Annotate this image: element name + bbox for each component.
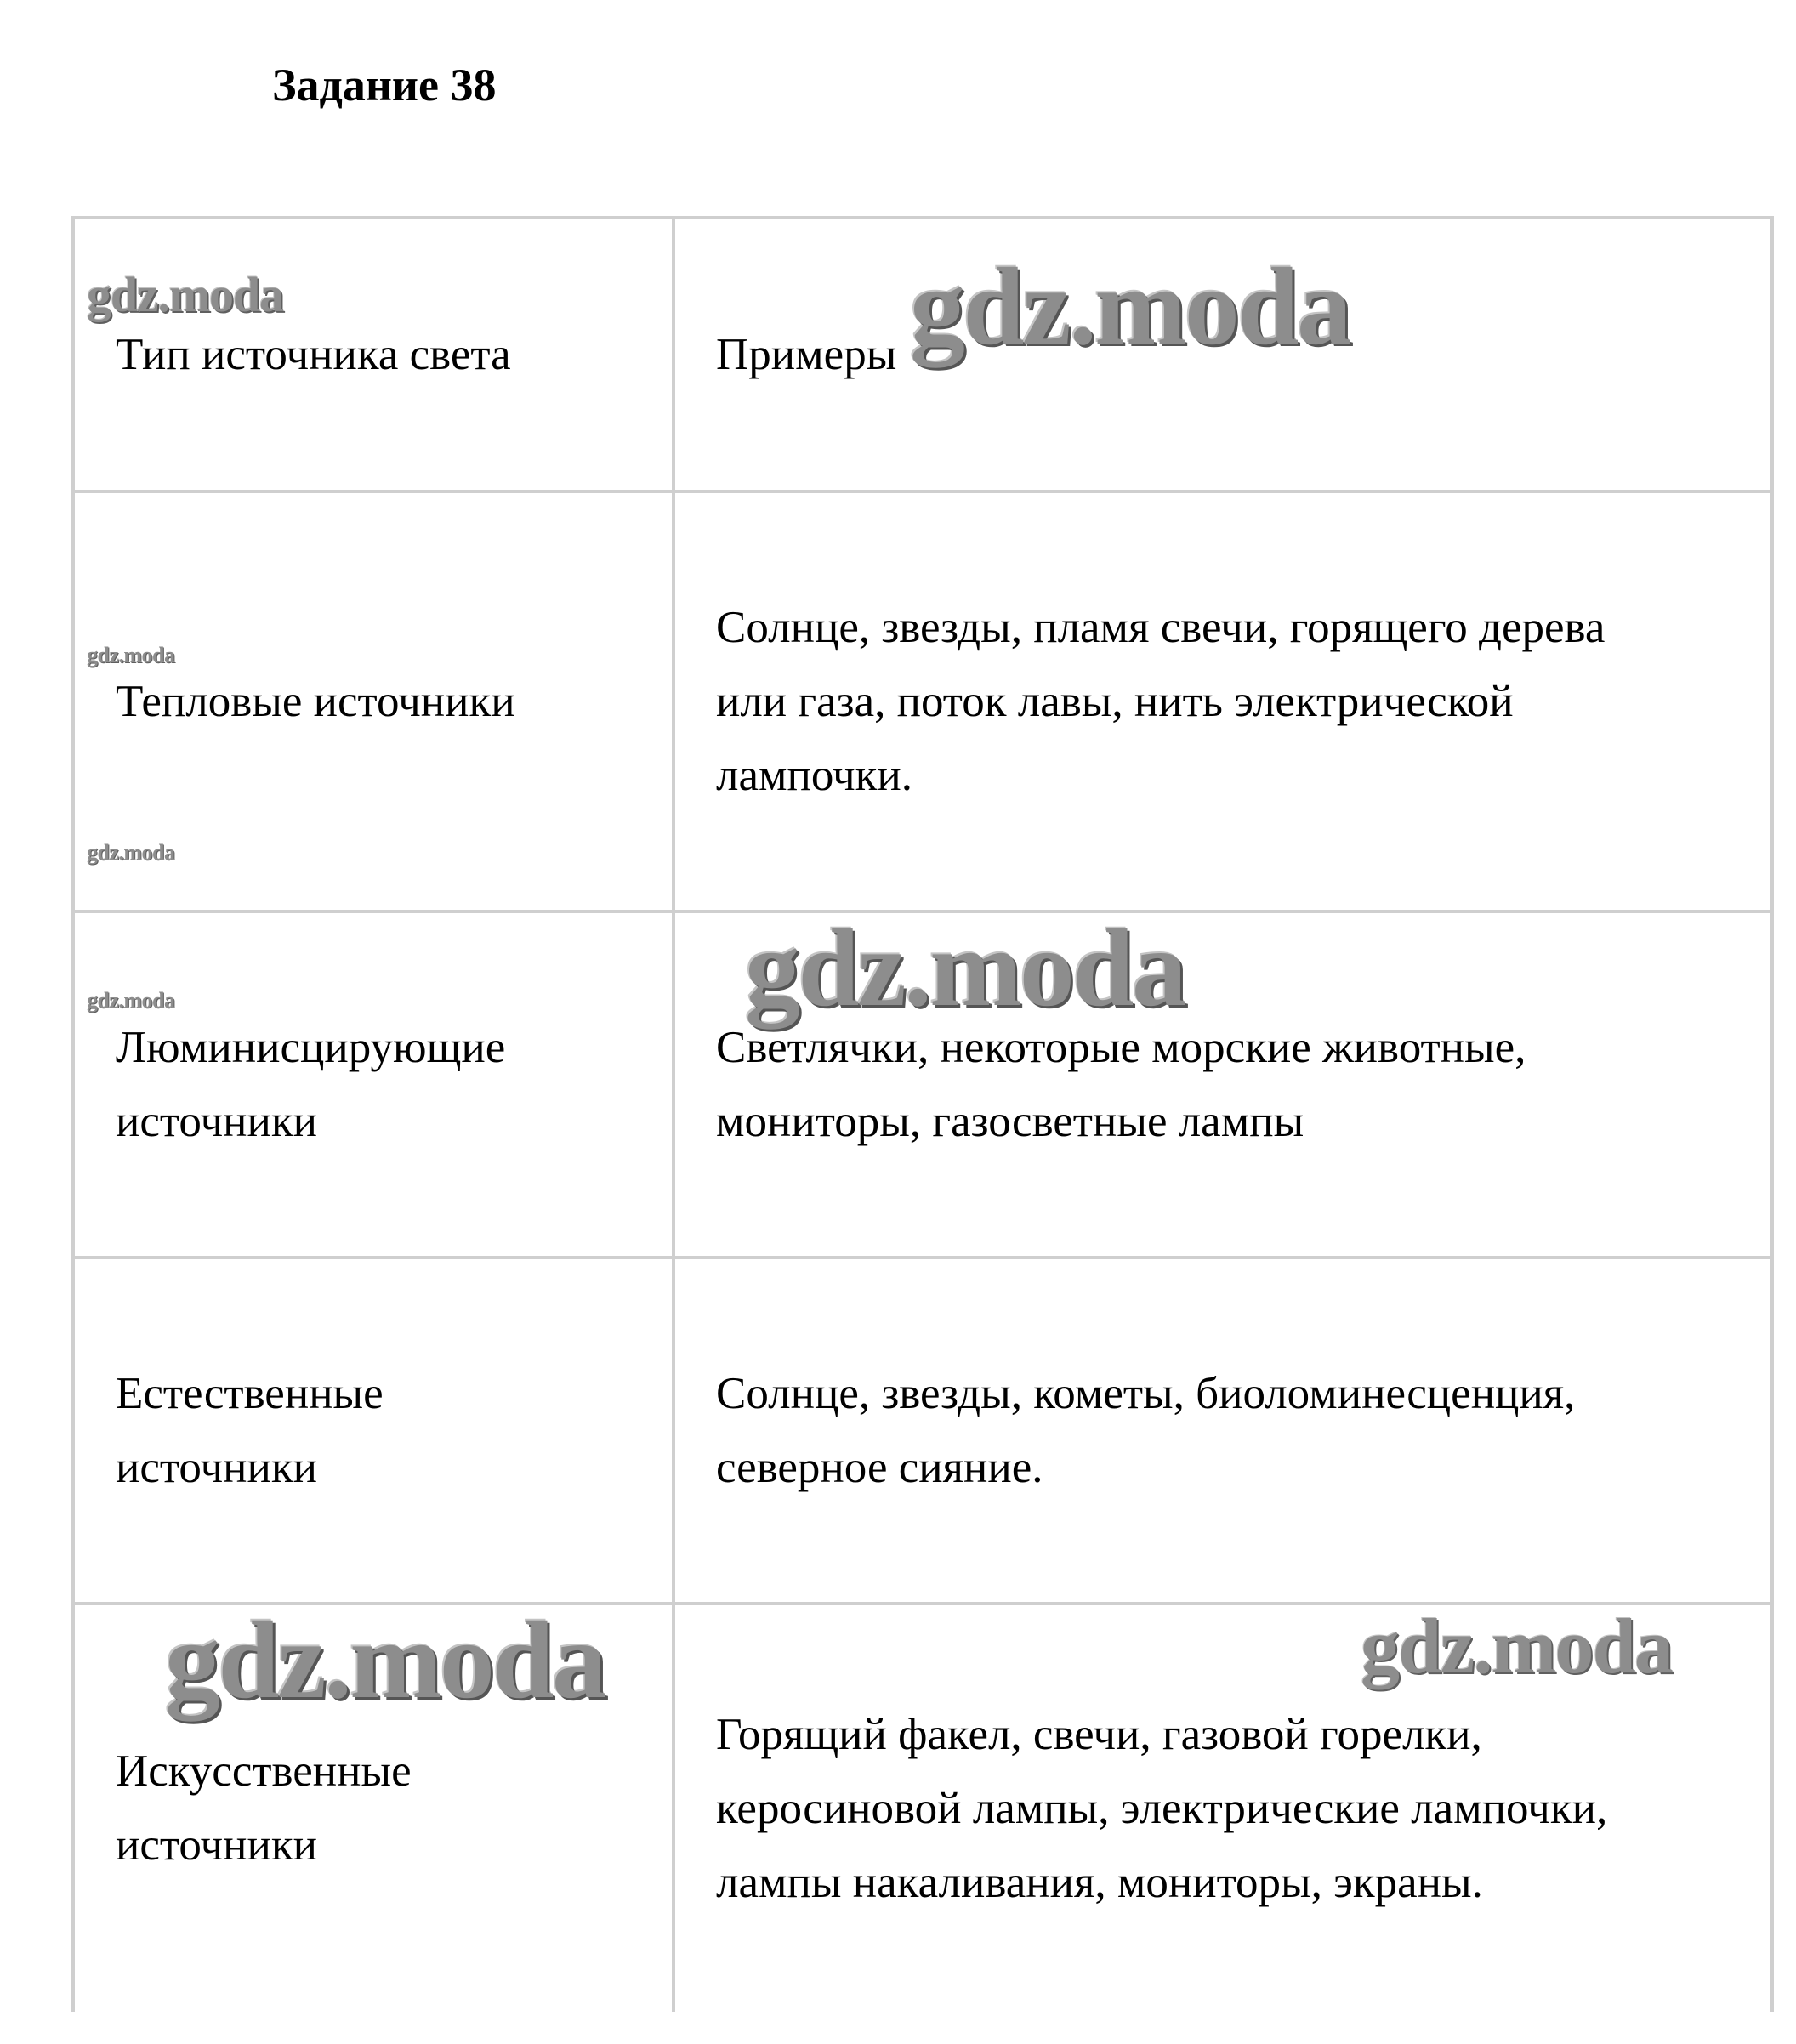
examples-text-line: лампы накаливания, мониторы, экраны. — [716, 1857, 1483, 1907]
watermark: gdz.moda — [165, 1599, 605, 1722]
examples-text-line: Светлячки, некоторые морские животные, — [716, 1022, 1526, 1072]
watermark: gdz.moda — [745, 907, 1185, 1030]
type-text-line: источники — [116, 1442, 317, 1492]
examples-text-line: Солнце, звезды, пламя свечи, горящего дерева — [716, 602, 1606, 652]
type-text: Тепловые источники — [116, 676, 515, 726]
type-cell — [73, 911, 674, 1258]
header-cell-type — [73, 218, 674, 491]
type-cell — [73, 1258, 674, 1604]
page-title: Задание 38 — [272, 60, 497, 111]
watermark: gdz.moda — [87, 840, 175, 865]
watermark: gdz.moda — [1361, 1603, 1673, 1689]
table-row — [73, 491, 1772, 911]
light-sources-table — [71, 216, 1774, 2012]
type-text-line: источники — [116, 1096, 317, 1146]
type-text-line: источники — [116, 1820, 317, 1870]
type-text-line: Люминисцирующие — [116, 1022, 506, 1072]
examples-text-line: керосиновой лампы, электрические лампочки, — [716, 1783, 1608, 1833]
header-examples-label: Примеры — [716, 329, 897, 379]
watermark: gdz.moda — [87, 988, 175, 1013]
examples-text-line: Солнце, звезды, кометы, биоломинесценция, — [716, 1368, 1576, 1418]
examples-text-line: лампочки. — [716, 750, 913, 800]
watermark: gdz.moda — [910, 246, 1350, 368]
examples-text-line: северное сияние. — [716, 1442, 1043, 1492]
type-text-line: Естественные — [116, 1368, 384, 1418]
examples-text-line: мониторы, газосветные лампы — [716, 1096, 1304, 1146]
table-row — [73, 1258, 1772, 1604]
examples-cell — [674, 1258, 1772, 1604]
header-type-label: Тип источника света — [116, 329, 511, 379]
examples-text-line: или газа, поток лавы, нить электрической — [716, 676, 1514, 726]
examples-text-line: Горящий факел, свечи, газовой горелки, — [716, 1709, 1482, 1759]
watermark: gdz.moda — [87, 267, 283, 322]
type-text-line: Искусственные — [116, 1746, 412, 1796]
watermark: gdz.moda — [87, 643, 175, 667]
examples-cell — [674, 491, 1772, 911]
